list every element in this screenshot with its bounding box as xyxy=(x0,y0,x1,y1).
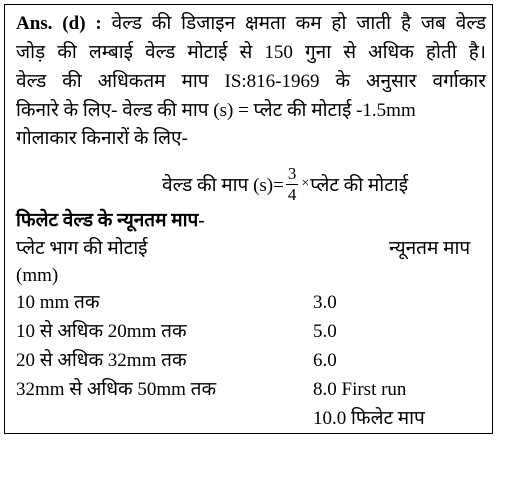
col-thickness-header: प्लेट भाग की मोटाई xyxy=(16,238,148,259)
row-min-size: 6.0 xyxy=(313,350,337,371)
row-thickness: 32mm से अधिक 50mm तक xyxy=(16,379,217,400)
row-min-size: 5.0 xyxy=(313,321,337,342)
weld-size-formula xyxy=(162,158,408,210)
row-min-size: 3.0 xyxy=(313,292,337,313)
formula-fraction xyxy=(286,164,299,205)
fillet-unit: (mm) xyxy=(16,265,59,286)
answer-line-5: गोलाकार किनारों के लिए- xyxy=(16,128,188,149)
row-min-size: 8.0 First run xyxy=(313,379,407,400)
answer-line-3: वेल्ड की अधिकतम माप IS:816-1969 के अनुसार वर्गाकार xyxy=(16,71,486,92)
answer-line-1-text: वेल्ड की डिजाइन क्षमता कम हो जाती है जब वेल्ड xyxy=(101,13,486,34)
answer-prefix: Ans. (d) : xyxy=(16,13,102,34)
row-thickness: 10 mm तक xyxy=(16,292,100,313)
answer-box xyxy=(4,4,493,434)
formula-denominator: 4 xyxy=(287,184,297,204)
fillet-heading: फिलेट वेल्ड के न्यूनतम माप- xyxy=(16,210,205,231)
col-min-size-header: न्यूनतम माप xyxy=(389,238,471,259)
row-thickness: 10 से अधिक 20mm तक xyxy=(16,321,187,342)
formula-rhs: प्लेट की मोटाई xyxy=(310,175,409,196)
formula-lhs: वेल्ड की माप (s)= xyxy=(162,175,284,196)
formula-times-sign: × xyxy=(301,176,310,191)
answer-line-4: किनारे के लिए- वेल्ड की माप (s) = प्लेट की मोटाई -1.5mm xyxy=(16,100,416,121)
answer-line-1 xyxy=(16,13,486,35)
answer-line-2: जोड़ की लम्बाई वेल्ड मोटाई से 150 गुना से अधिक होती है। xyxy=(16,42,486,63)
formula-numerator: 3 xyxy=(287,163,297,183)
row-thickness: 20 से अधिक 32mm तक xyxy=(16,350,187,371)
row-min-size: 10.0 फिलेट माप xyxy=(313,408,425,429)
